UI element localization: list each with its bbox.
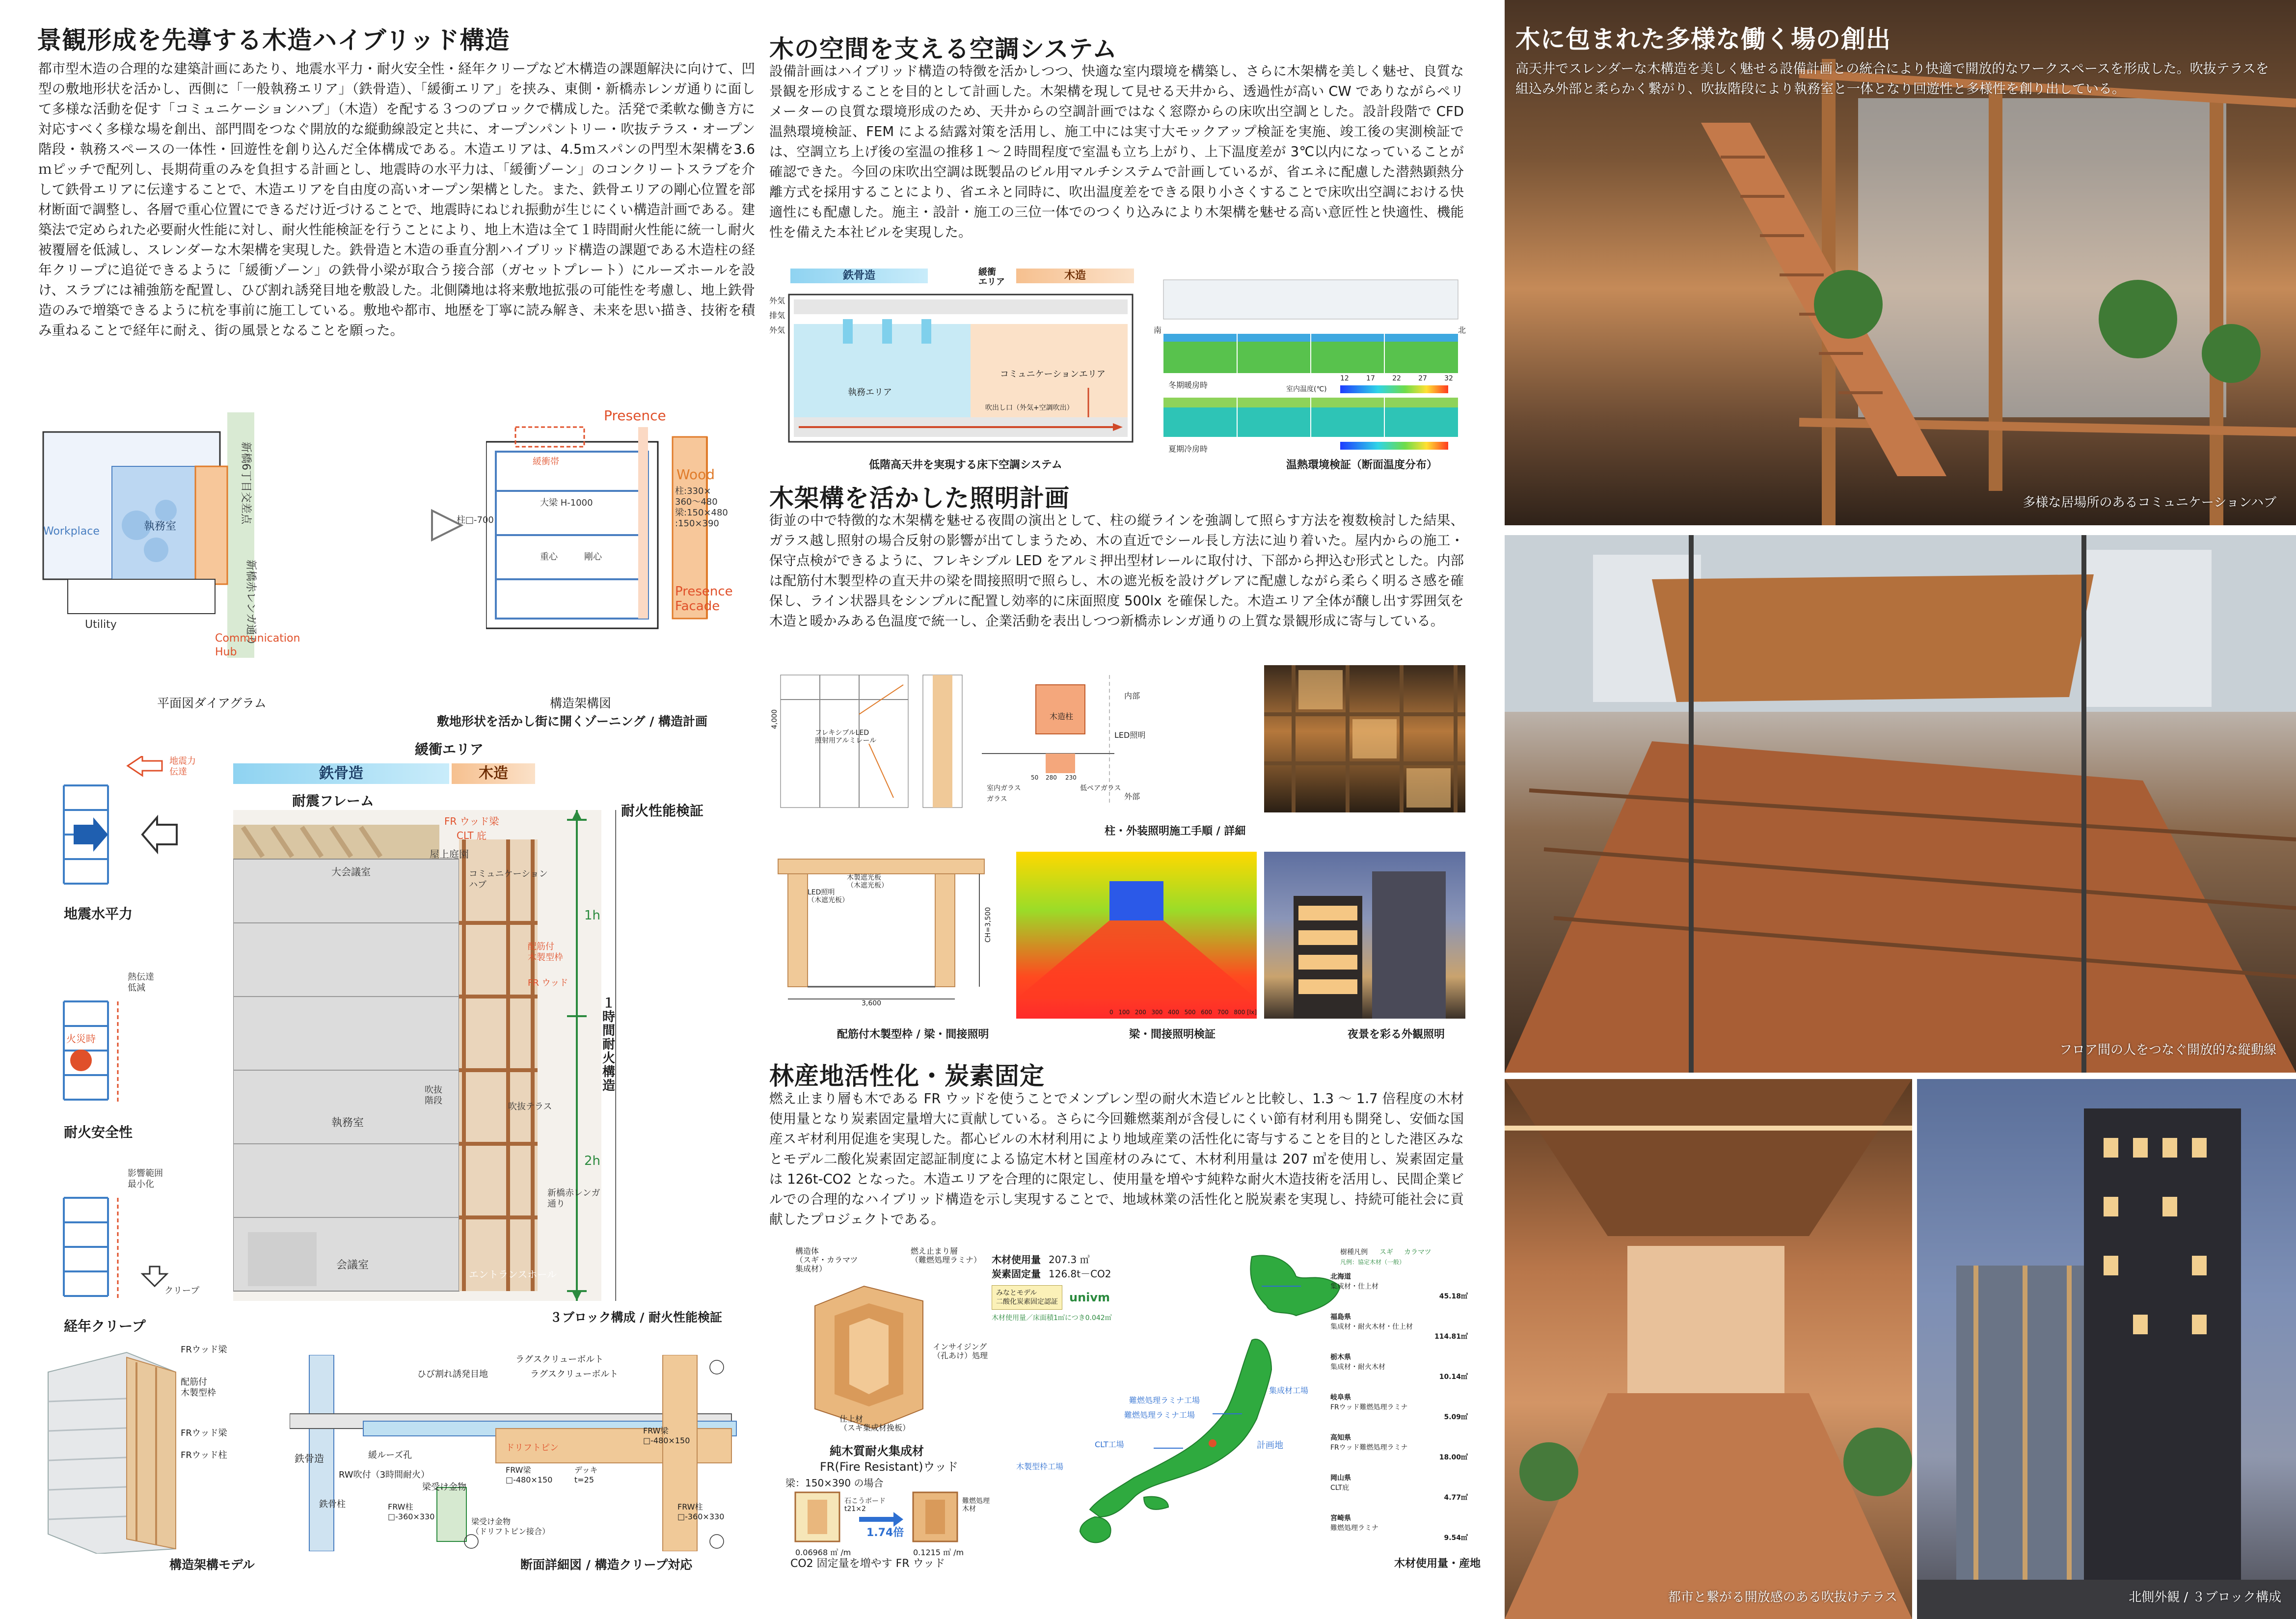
frame-label-presence: Presence xyxy=(604,407,666,424)
stat-ratio: 木材使用量／床面積1㎡につき0.042㎥ xyxy=(992,1314,1112,1322)
creep-label: 経年クリープ xyxy=(64,1318,146,1334)
section-title-structure: 景観形成を先導する木造ハイブリッド構造 xyxy=(37,26,510,54)
light-label-glass: ガラス xyxy=(987,795,1007,803)
map-item-value: 10.14㎥ xyxy=(1439,1373,1468,1381)
map-site: 計画地 xyxy=(1257,1440,1283,1451)
map-legend-tree: 樹種凡例 xyxy=(1340,1248,1368,1256)
model-label-frame: 配筋付 木製型枠 xyxy=(181,1377,216,1398)
detail-label-frw: FRW梁 □-480×150 xyxy=(506,1465,553,1484)
frame-label-col700: 柱□-700 xyxy=(457,515,494,525)
map-item xyxy=(1330,1392,1468,1422)
map-item-pref: 宮崎県 xyxy=(1330,1514,1351,1522)
section-label-terrace: 吹抜テラス xyxy=(508,1102,552,1112)
map-item-pref: 岡山県 xyxy=(1330,1474,1351,1482)
fr-label-burn: 燃え止まり層 （難燃処理ラミナ） xyxy=(911,1246,982,1265)
map-item-detail: CLT庇 xyxy=(1330,1484,1350,1492)
minato-certificate: みなとモデル 二酸化炭素固定認証 xyxy=(992,1285,1062,1310)
firezone-label: 火災時 xyxy=(66,1033,96,1045)
model-label-fr-beam: FRウッド梁 xyxy=(181,1345,227,1355)
frame-caption2: 敷地形状を活かし街に開くゾーニング / 構造計画 xyxy=(437,714,708,729)
hvac-steel-bar: 鉄骨造 xyxy=(790,269,928,283)
map-legend-title: 凡例：協定木材（一般） xyxy=(1340,1259,1405,1266)
plan-label-office: 執務室 xyxy=(144,520,177,533)
lux-8: 800 [lx] xyxy=(1234,1009,1257,1016)
structure-issue-diagrams xyxy=(44,756,206,1335)
light-caption4: 夜景を彩る外観照明 xyxy=(1348,1028,1445,1041)
night-exterior-photo xyxy=(1264,852,1465,1019)
co2-fr-area: 0.1215 ㎥ /m xyxy=(913,1548,964,1557)
detail-label-rw: RW吹付（3時間耐火） xyxy=(339,1470,430,1480)
section-label-frame-wood: 配筋付 木製型枠 xyxy=(528,942,563,963)
detail-label-frw-col2: FRW柱 □-360×330 xyxy=(677,1502,725,1521)
section-label-h1: 1h xyxy=(584,908,601,923)
co2-ratio-value: 1.74倍 xyxy=(866,1527,904,1539)
thermal-label-summer: 夏期冷房時 xyxy=(1168,444,1208,454)
thermal-scale-0: 12 xyxy=(1340,375,1349,382)
structure-frame-diagram xyxy=(457,407,741,633)
lighting-simulation-image xyxy=(1016,852,1257,1019)
section-label-office: 執務室 xyxy=(331,1117,364,1129)
map-item-value: 4.77㎥ xyxy=(1444,1494,1468,1502)
light-label-low-e: 低ペアガラス xyxy=(1080,784,1121,792)
hvac-caption: 低階高天井を実現する床下空調システム xyxy=(869,459,1062,471)
section-label-fr-wood: FR ウッド xyxy=(528,978,568,988)
map-item-pref: 福島県 xyxy=(1330,1313,1351,1321)
map-item xyxy=(1330,1432,1468,1462)
section-label-meeting-top: 大会議室 xyxy=(331,866,371,878)
hvac-wood-bar: 木造 xyxy=(1016,269,1134,283)
section-buffer-label: 緩衝エリア xyxy=(415,741,484,757)
co2-fire-wood: 難燃処理 木材 xyxy=(962,1497,990,1513)
lighting-detail-drawings xyxy=(771,670,1262,817)
lux-2: 200 xyxy=(1134,1009,1146,1016)
map-item-detail: 集成材・耐火木材・仕上材 xyxy=(1330,1323,1413,1331)
photo-north-exterior xyxy=(1917,1079,2296,1619)
model-label-fr-beam2: FRウッド梁 xyxy=(181,1428,227,1438)
section-title-workplace: 木に包まれた多様な働く場の創出 xyxy=(1515,25,1891,54)
hvac-body-text: 設備計画はハイブリッド構造の特徴を活かしつつ、快適な室内環境を構築し、さらに木架構を美しく魅せ、良質な景観を形成することを目的として計画した。木架構を現して見せる天井から、透過性が高い CW でありながらペリメーターの良質な環境形成のため、天井からの空調計画ではなく窓際からの床吹出空調とした。設計段階で CFD 温熱環境検証、FEM による結露対策を活用し、施工中には実寸大モックアップ検証を実施、竣工後の実測検証では、空調立ち上げ後の室温の推移１～２時間程度で室温も立ち上がり、上下温度差が 3℃以内になっていることが確認できた。今回の床吹出空調は既製品のビル用マルチシステムで計画しているが、省エネに配慮した潜熱顕熱分離方式を採用することにより、省エネと同時に、吹出温度差をできる限り小さくすることで床吹出空調における快適性にも配慮した。施主・設計・施工の三位一体でのつくり込みにより木架構を魅せる高い意匠性と快適性、機能性を備えた本社ビルを実現した。 xyxy=(769,63,1464,240)
hvac-label-comm: コミュニケーションエリア xyxy=(1000,369,1106,379)
light-label-flex-led: フレキシブルLED 照射用アルミレール xyxy=(815,729,877,745)
structure-model xyxy=(38,1343,244,1554)
light-label-wood-col: 木造柱 xyxy=(1050,712,1074,721)
section-label-void: 吹抜 階段 xyxy=(425,1085,442,1106)
map-item-pref: 北海道 xyxy=(1330,1273,1351,1281)
section-detail xyxy=(290,1355,741,1551)
map-item xyxy=(1330,1312,1468,1341)
map-item-pref: 岐阜県 xyxy=(1330,1394,1351,1402)
frame-label-presence-facade: Presence Facade xyxy=(675,584,733,614)
hvac-label-outside: 外気 xyxy=(769,325,785,335)
detail-label-crack: ひび割れ誘発目地 xyxy=(417,1369,488,1379)
map-item-list xyxy=(1330,1271,1468,1553)
lux-4: 400 xyxy=(1168,1009,1179,1016)
map-fr-lamina: 難燃処理ラミナ工場 xyxy=(1124,1410,1195,1420)
photo3-caption: 都市と繋がる開放感のある吹抜けテラス xyxy=(1668,1590,1897,1605)
frame-label-beam: 大梁 H-1000 xyxy=(540,498,593,508)
co2-caption: CO2 固定量を増やす FR ウッド xyxy=(790,1558,945,1570)
fr-label-finish: 仕上材 （スギ集成材挽板） xyxy=(839,1414,911,1432)
lux-0: 0 xyxy=(1109,1009,1113,1016)
map-item-pref: 栃木県 xyxy=(1330,1353,1351,1361)
structure-body-text: 都市型木造の合理的な建築計画にあたり、地震水平力・耐火安全性・経年クリープなど木構造の課題解決に向けて、凹型の敷地形状を活かし、西側に「一般執務エリア」（鉄骨造）、「緩衝エリア」を挟み、東側・新橋赤レンガ通りに面して多様な活動を促す「コミュニケーションハブ」（木造）を配する３つのブロックで構成した。活発で柔軟な働き方に対応すべく多様な場を創出、部門間をつなぐ開放的な縦動線設定と共に、オープンパントリー・吹抜テラス・オープン階段・執務スペースの一体性・回遊性を創り込んだ全体構成である。木造エリアは、4.5ｍスパンの門型木架構を3.6ｍピッチで配列し、長期荷重のみを負担する計画とし、地震時の水平力は、「緩衝ゾーン」のコンクリートスラブを介して鉄骨エリアに伝達することで、木造エリアを自由度の高いオープン架構とした。また、鉄骨エリアの剛心位置を部材断面で調整し、各層で重心位置にできるだけ近づけることで、地震時にねじれ振動が生じにくい構造計画である。建築法で定められた必要耐火性能に対し、耐火性能検証を行うことにより、地上木造は全て１時間耐火性能に統一し耐火被覆層を低減し、スレンダーな木架構を実現した。鉄骨造と木造の垂直分割ハイブリッド構造の課題である木造柱の経年クリープに追従できるように「緩衝ゾーン」の鉄骨小梁が取合う接合部（ガセットプレート）にルーズホールを設け、スラブには補強筋を配置し、ひび割れ誘発目地を敷設した。北側隣地は将来敷地拡張の可能性を考慮し、地上鉄骨造のみで増築できるように杭を事前に施工している。敷地や都市、地歴を丁寧に読み解き、未来を思い描き、技術を積み重ねることで経年に耐え、街の風景となることを願った。 xyxy=(38,61,755,338)
plan-label-hub: Hub xyxy=(215,646,237,658)
map-item-detail: 難燃処理ラミナ xyxy=(1330,1524,1378,1532)
lighting-body-text: 街並の中で特徴的な木架構を魅せる夜間の演出として、柱の縦ラインを強調して照らす方法を複数検討した結果、ガラス越し照射の場合反射の影響が出てしまうため、木の直近でシール長し方法に辿り着いた。屋内からの施工・保守点検ができるように、フレキシブル LED をアルミ押出型材レールに取付け、下部から押込む形式とした。内部は配筋付木製型枠の直天井の梁を間接照明で照らし、木の遮光板を設けグレアに配慮しながら柔らく明るさ感を確保し、ライン状器具をシンプルに配置し効率的に床面照度 500lx を確保した。木造エリア全体が醸し出す雰囲気を木造と暖かみある色温度で統一し、企業活動を表出しつつ新橋赤レンガ通りの上質な景観形成に寄与している。 xyxy=(769,513,1464,629)
section-fire-label: 耐火性能検証 xyxy=(621,803,704,819)
thermal-label-south: 南 xyxy=(1154,325,1162,335)
frame-label-gravity: 重心 xyxy=(540,552,558,562)
map-item-detail: 集成材・耐火木材 xyxy=(1330,1363,1385,1371)
detail-label-beam-receive: 梁受け金物 xyxy=(422,1482,466,1492)
map-item-value: 18.00㎥ xyxy=(1439,1454,1468,1461)
plan-caption: 平面図ダイアグラム xyxy=(157,696,267,710)
creep-small-label: クリープ xyxy=(164,1286,200,1296)
light-label-inner: 内部 xyxy=(1124,691,1140,701)
stat-carbon-value: 126.8t－CO2 xyxy=(1049,1268,1111,1280)
lux-1: 100 xyxy=(1118,1009,1130,1016)
fire-label: 耐火安全性 xyxy=(64,1124,133,1140)
thermal-label-north: 北 xyxy=(1458,325,1466,335)
map-item-detail: FRウッド難燃処理ラミナ xyxy=(1330,1444,1408,1452)
impact-label: 影響範囲 最小化 xyxy=(128,1168,163,1189)
model-label-fr-col: FRウッド柱 xyxy=(181,1450,227,1460)
light-label-led2: LED照明 （木遮光板） xyxy=(808,889,849,904)
co2-gypsum: 石こうボード t21×2 xyxy=(844,1497,886,1513)
seismic-label: 地震水平力 xyxy=(64,906,133,922)
thermal-scale-1: 17 xyxy=(1366,375,1375,382)
map-item-value: 114.81㎥ xyxy=(1434,1333,1468,1341)
detail-label-frw2: FRW梁 □-480×150 xyxy=(643,1426,690,1445)
map-item-detail: FRウッド難燃処理ラミナ xyxy=(1330,1403,1408,1411)
light-caption2: 配筋付木製型枠 / 梁・間接照明 xyxy=(837,1028,989,1041)
map-fr-factory: 難燃処理ラミナ工場 xyxy=(1129,1396,1200,1405)
co2-gyp-area: 0.06968 ㎥ /m xyxy=(795,1548,851,1557)
facade-night-photo xyxy=(1264,665,1465,812)
section-fire-vertical: １時間耐火構造 xyxy=(602,996,616,1093)
light-label-ch: CH=3,500 xyxy=(984,907,992,943)
photo4-caption: 北側外観 / ３ブロック構成 xyxy=(2129,1590,2281,1605)
plan-label-workplace: Workplace xyxy=(43,525,100,538)
map-clt: CLT工場 xyxy=(1095,1440,1124,1449)
light-label-led: LED照明 xyxy=(1114,730,1146,740)
plan-diagram xyxy=(38,412,313,658)
section-steel-bar: 鉄骨造 xyxy=(233,763,449,784)
detail-label-loose: 緩ルーズ孔 xyxy=(368,1450,412,1460)
light-label-dim230: 230 xyxy=(1065,774,1077,781)
thermal-diagram xyxy=(1154,275,1468,452)
map-item-value: 9.54㎥ xyxy=(1444,1534,1468,1542)
detail-label-drift: ドリフトピン xyxy=(506,1443,559,1453)
section-label-rooftop: 屋上庭園 xyxy=(430,848,469,860)
detail-caption: 断面詳細図 / 構造クリープ対応 xyxy=(520,1558,693,1572)
frame-label-wood: Wood xyxy=(676,466,715,483)
frame-label-wood-dims: 柱:330× 360～480 梁:150×480 :150×390 xyxy=(675,486,728,529)
beam-lighting-drawing xyxy=(773,854,1009,1006)
section-title-forestry: 林産地活性化・炭素固定 xyxy=(769,1062,1045,1090)
frame-label-stiff: 剛心 xyxy=(584,552,602,562)
detail-label-lag1: ラグスクリューボルト xyxy=(515,1354,604,1365)
map-item-detail: 集成材・仕上材 xyxy=(1330,1283,1378,1291)
thermal-label-temp: 室内温度(℃) xyxy=(1286,385,1327,393)
section-label-hub: コミュニケーション ハブ xyxy=(469,869,548,890)
hvac-section xyxy=(769,285,1142,452)
thermal-scale xyxy=(1340,375,1453,382)
stat-use-label: 木材使用量 xyxy=(992,1254,1041,1266)
thermal-scale-4: 32 xyxy=(1444,375,1453,382)
thermal-scale-3: 27 xyxy=(1418,375,1427,382)
map-item-value: 45.18㎥ xyxy=(1439,1293,1468,1300)
light-label-dim50: 50 xyxy=(1031,774,1039,781)
map-item-pref: 高知県 xyxy=(1330,1434,1351,1442)
section-caption: ３ブロック構成 / 耐火性能検証 xyxy=(550,1310,723,1324)
section-label-fr-beam: FR ウッド梁 xyxy=(444,815,499,827)
detail-label-deck: デッキ t=25 xyxy=(574,1465,598,1484)
map-legend-sugi: スギ xyxy=(1379,1248,1393,1256)
detail-label-steel: 鉄骨造 xyxy=(295,1453,324,1464)
hvac-label-inside: 外気 xyxy=(769,296,785,305)
lux-6: 600 xyxy=(1201,1009,1213,1016)
lux-scale xyxy=(1109,1009,1257,1016)
map-item xyxy=(1330,1513,1468,1542)
photo-communication-hub xyxy=(1505,0,2296,525)
plan-label-crossing: 新橋6丁目交差点 xyxy=(240,442,252,524)
map-legend-karamatsu: カラマツ xyxy=(1404,1248,1432,1256)
workplace-body-text: 高天井でスレンダーな木構造を美しく魅せる設備計画との統合により快適で開放的なワークスペースを形成した。吹抜テラスを組込み外部と柔らかく繋がり、吹抜階段により執務室と一体となり回遊性と多様性を創り出している。 xyxy=(1515,61,2269,97)
fr-label-incising: インサイジング （孔あけ）処理 xyxy=(933,1342,988,1360)
photo-terrace xyxy=(1505,1079,1912,1619)
lux-5: 500 xyxy=(1184,1009,1196,1016)
detail-label-lag2: ラグスクリューボルト xyxy=(530,1369,619,1379)
map-item xyxy=(1330,1271,1468,1301)
heat-label: 熱伝達 低減 xyxy=(128,972,154,993)
light-label-dim280: 280 xyxy=(1046,774,1057,781)
section-title-lighting: 木架構を活かした照明計画 xyxy=(769,484,1070,513)
photo1-caption: 多様な居場所のあるコミュニケーションハブ xyxy=(2023,495,2276,510)
thermal-label-winter: 冬期暖房時 xyxy=(1168,380,1208,390)
arrow-right-icon xyxy=(427,506,466,547)
hvac-label-exhaust: 排気 xyxy=(769,311,785,320)
section-label-clt: CLT 庇 xyxy=(457,830,486,841)
section-label-meeting: 会議室 xyxy=(336,1259,369,1271)
plan-label-communication: Communication xyxy=(215,632,300,645)
map-item xyxy=(1330,1473,1468,1502)
section-frame-label: 耐震フレーム xyxy=(292,793,374,809)
hvac-label-floor: 吹出し口（外気+空調吹出） xyxy=(985,404,1074,412)
lux-3: 300 xyxy=(1151,1009,1163,1016)
model-caption: 構造架構モデル xyxy=(169,1558,255,1572)
thermal-scale-2: 22 xyxy=(1392,375,1401,382)
light-label-dim4000: 4,000 xyxy=(771,709,779,729)
light-label-outer: 外部 xyxy=(1124,792,1140,801)
stat-use-value: 207.3 ㎥ xyxy=(1049,1254,1090,1266)
section-label-street: 新橋赤レンガ 通り xyxy=(547,1188,600,1209)
section-wood-bar: 木造 xyxy=(452,763,535,784)
section-label-entrance: エントランスホール xyxy=(469,1268,557,1280)
map-item-value: 5.09㎥ xyxy=(1444,1413,1468,1421)
univm-logo: univm xyxy=(1069,1291,1110,1304)
photo-vertical-circulation xyxy=(1505,535,2296,1073)
map-assembly: 木製型枠工場 xyxy=(1016,1462,1064,1471)
photo2-caption: フロア間の人をつなぐ開放的な縦動線 xyxy=(2059,1043,2276,1057)
fr-label-pure: 純木質耐火集成材 xyxy=(830,1444,924,1458)
seismic-transfer-label: 地震力 伝達 xyxy=(169,756,196,777)
japan-map xyxy=(997,1242,1468,1556)
plan-label-street: 新橋赤レンガ通り xyxy=(244,560,257,646)
light-caption3: 梁・間接照明検証 xyxy=(1129,1028,1216,1041)
detail-label-metal: 梁受け金物 （ドリフトピン接合） xyxy=(471,1517,550,1536)
map-factory: 集成材工場 xyxy=(1269,1386,1309,1395)
fr-label-struct: 構造体 （スギ・カラマツ 集成材） xyxy=(795,1246,858,1273)
section-label-h2: 2h xyxy=(584,1154,601,1168)
frame-label-buffer: 緩衝帯 xyxy=(533,457,559,467)
light-label-seal: 室内ガラス xyxy=(987,784,1021,792)
stat-carbon-label: 炭素固定量 xyxy=(992,1268,1041,1280)
light-label-dim3600: 3,600 xyxy=(862,999,882,1007)
section-title-hvac: 木の空間を支える空調システム xyxy=(769,35,1117,63)
light-label-beam: 木製遮光板 （木遮光板） xyxy=(847,874,888,890)
co2-beam-cmp: 梁：150×390 の場合 xyxy=(785,1477,884,1489)
hvac-buffer-label: 緩衝 エリア xyxy=(978,267,1005,287)
detail-label-col: 鉄骨柱 xyxy=(319,1499,346,1510)
section-perspective xyxy=(233,810,616,1301)
lux-7: 700 xyxy=(1217,1009,1229,1016)
thermal-caption: 温熱環境検証（断面温度分布） xyxy=(1286,459,1438,471)
detail-label-frw-col: FRW柱 □-360×330 xyxy=(388,1502,435,1521)
hvac-label-office: 執務エリア xyxy=(848,387,892,398)
frame-caption1: 構造架構図 xyxy=(550,696,612,710)
map-caption: 木材使用量・産地 xyxy=(1394,1558,1481,1570)
light-caption1: 柱・外装照明施工手順 / 詳細 xyxy=(1105,825,1246,837)
fr-label-fr: FR(Fire Resistant)ウッド xyxy=(820,1460,958,1474)
plan-label-utility: Utility xyxy=(85,619,117,631)
forestry-body-text: 燃え止まり層も木である FR ウッドを使うことでメンブレン型の耐火木造ビルと比較し、1.3 ～ 1.7 倍程度の木材使用量となり炭素固定量増大に貢献している。さらに今回難燃薬剤が含侵しにくい節有材利用も開発し、安価な国産スギ材利用促進を実現した。都心ビルの木材利用により地域産業の活性化に寄与することを目的とした港区みなとモデル二酸化炭素固定認証制度による協定木材と国産材のみにて、木材利用量は 207 ㎥を使用し、炭素固定量は 126t-CO2 となった。木造エリアを合理的に限定し、使用量を増やす純粋な耐火木造技術を活用し、民間企業ビルでの合理的なハイブリッド構造を示し実現することで、地域林業の活性化と脱炭素を実現し、持続可能社会に貢献したプロジェクトである。 xyxy=(769,1091,1464,1227)
map-item xyxy=(1330,1352,1468,1381)
